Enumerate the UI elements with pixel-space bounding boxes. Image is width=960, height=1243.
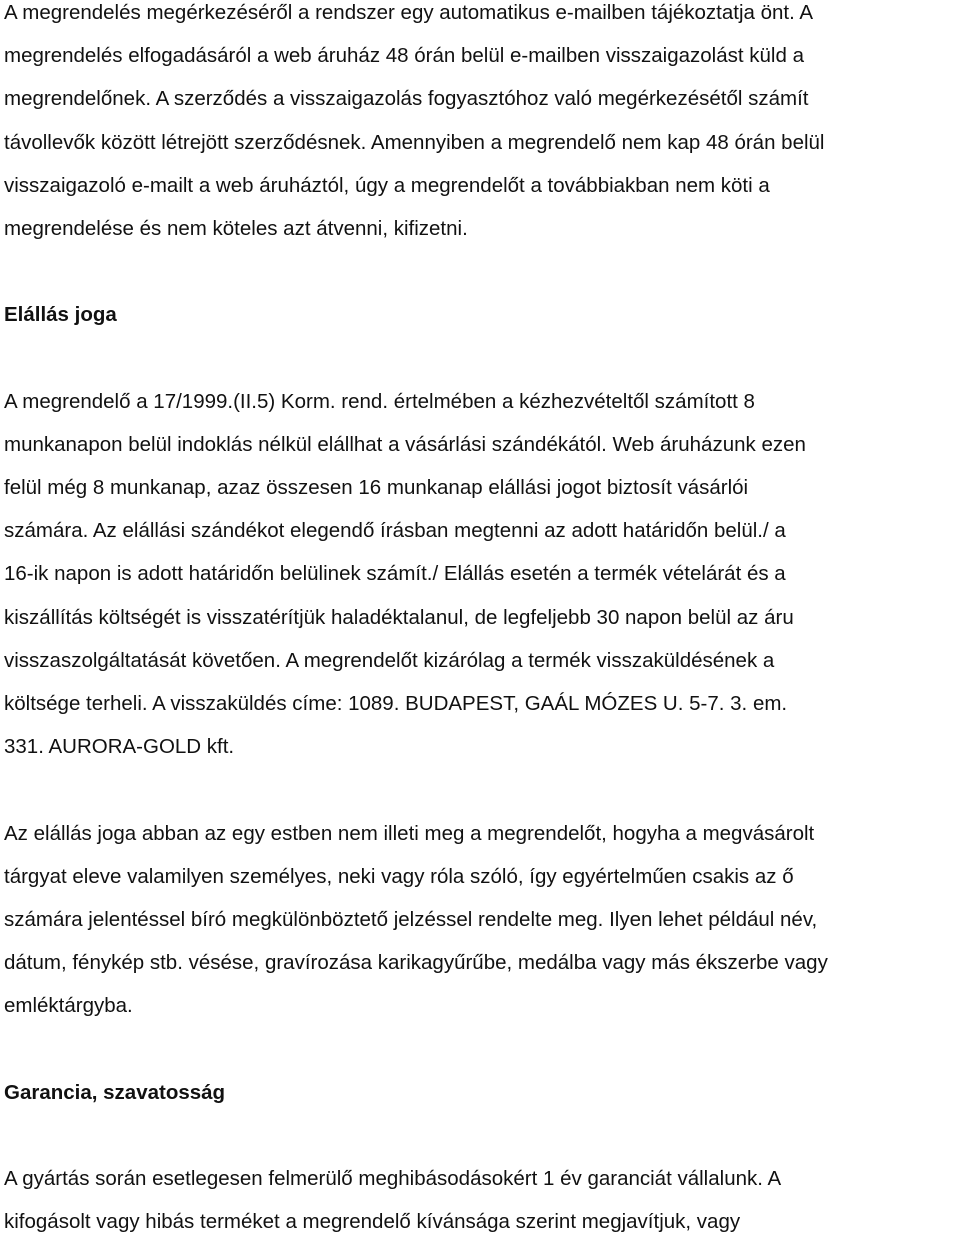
text-line: A megrendelés megérkezéséről a rendszer egy automatikus e-mailben tájékoztatja önt. A (4, 1, 814, 24)
text-line: költsége terheli. A visszaküldés címe: 1089. BUDAPEST, GAÁL MÓZES U. 5-7. 3. em. (4, 692, 788, 715)
text-line: dátum, fénykép stb. vésése, gravírozása karikagyűrűbe, medálba vagy más ékszerbe vagy (4, 951, 828, 975)
paragraph-spacer (4, 1114, 960, 1157)
paragraph-withdrawal-terms (4, 380, 960, 769)
paragraph-warranty-terms (4, 1157, 960, 1243)
text-line: számára jelentéssel bíró megkülönböztető jelzéssel rendelte meg. Ilyen lehet például név, (4, 907, 818, 931)
text-line: tárgyat eleve valamilyen személyes, neki vagy róla szóló, így egyértelműen csakis az ő (4, 864, 794, 888)
text-line: felül még 8 munkanap, azaz összesen 16 munkanap elállási jogot biztosít vásárlói (4, 476, 749, 500)
text-line: 331. AURORA-GOLD kft. (4, 735, 235, 759)
paragraph-order-confirmation (4, 0, 960, 250)
paragraph-spacer (4, 337, 960, 380)
paragraph-spacer (4, 250, 960, 293)
text-line: emléktárgyba. (4, 994, 133, 1018)
text-line: visszaigazoló e-mailt a web áruháztól, úgy a megrendelőt a továbbiakban nem köti a (4, 173, 770, 197)
paragraph-spacer (4, 1028, 960, 1071)
text-line: munkanapon belül indoklás nélkül elállhat a vásárlási szándékától. Web áruházunk ezen (4, 432, 806, 456)
text-line: megrendelőnek. A szerződés a visszaigazolás fogyasztóhoz való megérkezésétől számít (4, 87, 809, 111)
text-line: megrendelés elfogadásáról a web áruház 48 órán belül e-mailben visszaigazolást küld a (4, 44, 804, 68)
text-line: kifogásolt vagy hibás terméket a megrendelő kívánsága szerint megjavítjuk, vagy (4, 1210, 741, 1234)
text-line: 16-ik napon is adott határidőn belülinek számít./ Elállás esetén a termék vételárát és a (4, 562, 786, 586)
text-line: távollevők között létrejött szerződésnek. Amennyiben a megrendelő nem kap 48 órán belül (4, 130, 825, 154)
text-line: kiszállítás költségét is visszatérítjük haladéktalanul, de legfeljebb 30 napon belül az áru (4, 605, 794, 629)
paragraph-spacer (4, 768, 960, 811)
text-line: A gyártás során esetlegesen felmerülő meghibásodásokért 1 év garanciát vállalunk. A (4, 1167, 782, 1191)
document-body (4, 0, 960, 1243)
text-line: megrendelése és nem köteles azt átvenni, kifizetni. (4, 216, 468, 240)
text-line: Az elállás joga abban az egy estben nem illeti meg a megrendelőt, hogyha a megvásárolt (4, 821, 815, 845)
text-line: visszaszolgáltatását követően. A megrendelőt kizárólag a termék visszaküldésének a (4, 648, 775, 672)
heading-withdrawal-right: Elállás joga (4, 303, 117, 327)
text-line: A megrendelő a 17/1999.(II.5) Korm. rend. értelmében a kézhezvételtől számított 8 (4, 389, 755, 413)
paragraph-withdrawal-exception (4, 812, 960, 1028)
text-line: számára. Az elállási szándékot elegendő írásban megtenni az adott határidőn belül./ a (4, 519, 786, 543)
heading-warranty: Garancia, szavatosság (4, 1080, 226, 1104)
